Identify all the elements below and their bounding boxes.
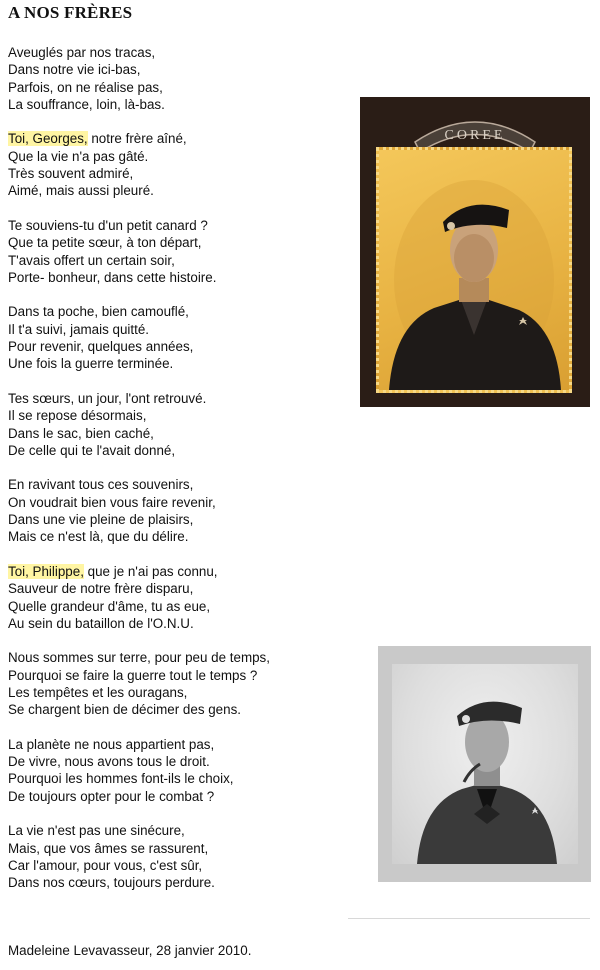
line-text: Dans le sac, bien caché,	[8, 425, 154, 441]
line-text: De vivre, nous avons tous le droit.	[8, 754, 210, 770]
poem-line	[8, 494, 348, 511]
line-text: Nous sommes sur terre, pour peu de temps,	[8, 650, 270, 666]
poem-line	[8, 407, 348, 424]
stanza	[8, 649, 348, 718]
poem-line	[8, 252, 348, 269]
line-text: Que ta petite sœur, à ton départ,	[8, 235, 202, 251]
poem-line	[8, 667, 348, 684]
line-text: Parfois, on ne réalise pas,	[8, 79, 163, 95]
poem-line	[8, 528, 348, 545]
poem-line	[8, 442, 348, 459]
line-text: Aveuglés par nos tracas,	[8, 45, 156, 60]
line-text: La souffrance, loin, là-bas.	[8, 96, 165, 112]
line-text: Une fois la guerre terminée.	[8, 356, 174, 372]
poem-line	[8, 61, 348, 78]
line-text: T'avais offert un certain soir,	[8, 252, 175, 268]
poem-line	[8, 615, 348, 632]
line-text: que je n'ai pas connu,	[83, 563, 218, 579]
stanza	[8, 390, 348, 459]
portrait-background	[392, 664, 578, 864]
poem-line	[8, 649, 348, 666]
poem-line	[8, 165, 348, 182]
line-text: Au sein du bataillon de l'O.N.U.	[8, 615, 194, 631]
line-text: Te souviens-tu d'un petit canard ?	[8, 217, 208, 233]
stanza	[8, 822, 348, 891]
poem-line	[8, 753, 348, 770]
stanza	[8, 476, 348, 545]
line-text: En ravivant tous ces souvenirs,	[8, 477, 194, 493]
soldier-portrait-icon	[379, 150, 569, 390]
poem-title: A NOS FRÈRES	[8, 3, 133, 22]
line-text: Car l'amour, pour vous, c'est sûr,	[8, 857, 203, 873]
poem-line	[8, 857, 348, 874]
coree-patch-text: COREE	[444, 128, 506, 143]
line-text: Que la vie n'a pas gâté.	[8, 148, 149, 164]
poem-line	[8, 355, 348, 372]
line-text: Porte- bonheur, dans cette histoire.	[8, 269, 217, 285]
line-text: Il t'a suivi, jamais quitté.	[8, 321, 149, 337]
stanza	[8, 130, 348, 199]
line-text: La vie n'est pas une sinécure,	[8, 823, 185, 839]
portrait-card	[376, 147, 572, 393]
line-text: Dans une vie pleine de plaisirs,	[8, 512, 194, 528]
photo-georges	[360, 97, 590, 407]
line-text: Les tempêtes et les ouragans,	[8, 684, 188, 700]
poem-line	[8, 598, 348, 615]
line-text: Pour revenir, quelques années,	[8, 339, 194, 355]
line-text: Très souvent admiré,	[8, 166, 134, 182]
poem-line	[8, 321, 348, 338]
line-text: Dans notre vie ici-bas,	[8, 62, 141, 78]
line-text: Mais ce n'est là, que du délire.	[8, 529, 189, 545]
line-text: Quelle grandeur d'âme, tu as eue,	[8, 598, 211, 614]
poem-line	[8, 425, 348, 442]
line-text: Mais, que vos âmes se rassurent,	[8, 840, 209, 856]
line-text: De toujours opter pour le combat ?	[8, 788, 215, 804]
stanza	[8, 563, 348, 632]
poem-body	[8, 44, 348, 909]
poem-line	[8, 234, 348, 251]
poem-line	[8, 390, 348, 407]
highlighted-name: Toi, Philippe,	[8, 563, 84, 579]
line-text: Pourquoi se faire la guerre tout le temps ?	[8, 667, 258, 683]
poem-line	[8, 269, 348, 286]
poem-line	[8, 303, 348, 320]
line-text: Se chargent bien de décimer des gens.	[8, 702, 241, 718]
signature: Madeleine Levavasseur, 28 janvier 2010.	[8, 943, 252, 958]
line-text: Sauveur de notre frère disparu,	[8, 581, 194, 597]
poem-line	[8, 874, 348, 891]
poem-line	[8, 684, 348, 701]
bottom-divider	[348, 918, 590, 919]
poem-line	[8, 338, 348, 355]
poem-line	[8, 476, 348, 493]
line-text: notre frère aîné,	[87, 131, 187, 147]
poem-line	[8, 736, 348, 753]
line-text: On voudrait bien vous faire revenir,	[8, 494, 216, 510]
poem-line	[8, 79, 348, 96]
poem-line	[8, 701, 348, 718]
poem-line	[8, 840, 348, 857]
line-text: Il se repose désormais,	[8, 408, 147, 424]
poem-line	[8, 788, 348, 805]
photo-philippe	[378, 646, 591, 882]
stanza	[8, 44, 348, 113]
poem-line	[8, 770, 348, 787]
poem-line	[8, 822, 348, 839]
poem-line	[8, 563, 348, 580]
line-text: De celle qui te l'avait donné,	[8, 442, 176, 458]
stanza	[8, 303, 348, 372]
poem-line	[8, 130, 348, 147]
stanza	[8, 736, 348, 805]
poem-line	[8, 217, 348, 234]
poem-line	[8, 44, 348, 61]
line-text: Pourquoi les hommes font-ils le choix,	[8, 771, 234, 787]
poem-line	[8, 96, 348, 113]
line-text: La planète ne nous appartient pas,	[8, 736, 215, 752]
highlighted-name: Toi, Georges,	[8, 131, 88, 147]
poem-line	[8, 182, 348, 199]
line-text: Dans nos cœurs, toujours perdure.	[8, 875, 215, 891]
poem-line	[8, 511, 348, 528]
line-text: Tes sœurs, un jour, l'ont retrouvé.	[8, 390, 207, 406]
poem-line	[8, 148, 348, 165]
soldier-portrait-icon	[392, 664, 578, 864]
line-text: Dans ta poche, bien camouflé,	[8, 304, 189, 320]
stanza	[8, 217, 348, 286]
line-text: Aimé, mais aussi pleuré.	[8, 183, 154, 199]
poem-line	[8, 580, 348, 597]
